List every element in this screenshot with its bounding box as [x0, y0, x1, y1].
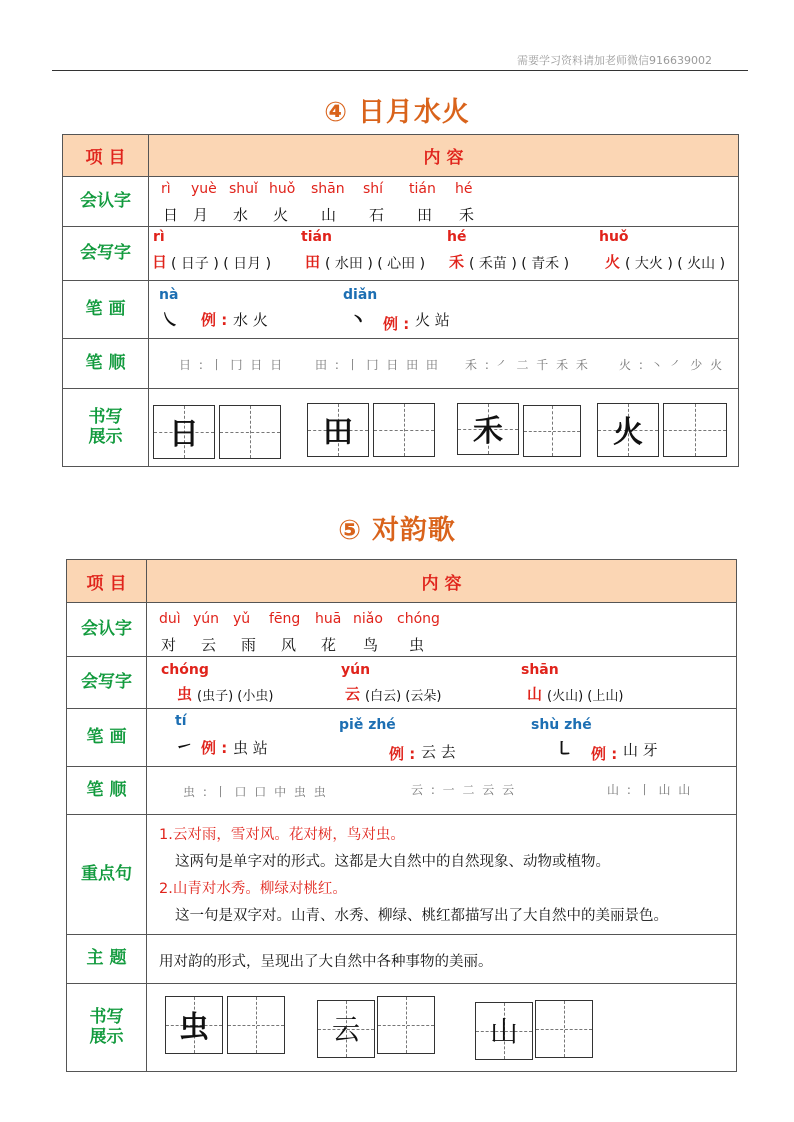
- pinyin: niǎo: [353, 611, 383, 627]
- writing-grid-empty: [227, 996, 285, 1054]
- example-words: 云 去: [421, 743, 456, 761]
- lesson4-table: [62, 134, 739, 467]
- writing-grid: [307, 403, 369, 457]
- write-words: ( 禾苗 ) ( 青禾 ): [469, 256, 570, 272]
- hanzi: 云: [201, 636, 217, 654]
- pinyin: shí: [363, 181, 384, 197]
- lesson4-stroke-content: [149, 281, 739, 339]
- grid-char: 日: [169, 417, 199, 453]
- lesson5-show-row: [67, 984, 737, 1072]
- lesson4-order-row: [63, 339, 739, 389]
- lesson5-key-label: 重点句: [67, 815, 147, 935]
- example-label: 例 :: [591, 745, 618, 763]
- lesson5-key-content: [147, 815, 737, 935]
- hanzi: 日: [163, 206, 179, 224]
- writing-grid: [457, 403, 519, 455]
- lesson5-stroke-label: 笔 画: [67, 709, 147, 767]
- hanzi: 风: [281, 636, 297, 654]
- show-label-line1: 书写: [88, 406, 123, 427]
- writing-grid-empty: [663, 403, 727, 457]
- stroke-order: 日 : 丨 冂 日 日: [179, 358, 285, 372]
- pinyin: duì: [159, 611, 181, 627]
- lesson5-order-row: [67, 767, 737, 815]
- write-pinyin: huǒ: [599, 229, 629, 245]
- write-words: (白云) (云朵): [365, 689, 442, 704]
- hanzi: 雨: [241, 636, 257, 654]
- write-char: 禾: [449, 253, 465, 271]
- hanzi: 火: [273, 206, 289, 224]
- write-words: (火山) (上山): [547, 689, 624, 704]
- stroke-ti-icon: ㇀: [175, 737, 193, 758]
- lesson4-write-content: [149, 227, 739, 281]
- lesson5-show-content: [147, 984, 737, 1072]
- hanzi: 禾: [459, 206, 475, 224]
- pinyin: tián: [409, 181, 436, 197]
- stroke-order: 火 : ㇔ ㇒ 少 火: [619, 358, 725, 372]
- lesson4-head-content: 内 容: [149, 135, 739, 177]
- lesson5-number: ⑤: [338, 515, 362, 546]
- lesson4-title-text: 日月水火: [357, 97, 470, 128]
- header-rule: [52, 70, 748, 71]
- show-label-line1: 书写: [89, 1006, 124, 1027]
- writing-grid-empty: [377, 996, 435, 1054]
- pinyin: shān: [311, 181, 345, 197]
- stroke-dian-icon: 丶: [349, 310, 367, 331]
- grid-char: 云: [331, 1013, 360, 1047]
- write-pinyin: chóng: [161, 662, 209, 678]
- write-words: ( 大火 ) ( 火山 ): [625, 256, 726, 272]
- write-char: 虫: [177, 685, 193, 703]
- hanzi: 虫: [409, 636, 425, 654]
- lesson5-write-row: [67, 657, 737, 709]
- hanzi: 鸟: [363, 636, 379, 654]
- hanzi: 水: [233, 206, 249, 224]
- pinyin: rì: [161, 181, 171, 197]
- write-char: 山: [527, 685, 543, 703]
- lesson5-table: [66, 559, 737, 1072]
- stroke-order: 云 : 一 二 云 云: [411, 783, 517, 797]
- writing-grid: [475, 1002, 533, 1060]
- lesson4-show-label: [63, 389, 149, 467]
- write-char: 火: [605, 253, 621, 271]
- lesson4-recognize-label: 会认字: [63, 177, 149, 227]
- write-words: ( 水田 ) ( 心田 ): [325, 256, 426, 272]
- lesson5-title: [0, 508, 794, 547]
- lesson5-stroke-content: [147, 709, 737, 767]
- stroke-order: 虫 : 丨 口 口 中 虫 虫: [183, 785, 328, 799]
- lesson5-title-text: 对韵歌: [371, 515, 456, 546]
- writing-grid: [597, 403, 659, 457]
- hanzi: 田: [417, 206, 433, 224]
- pinyin: shuǐ: [229, 181, 258, 197]
- pinyin: huǒ: [269, 181, 296, 197]
- grid-char: 虫: [179, 1010, 209, 1046]
- write-pinyin: tián: [301, 229, 332, 245]
- hanzi: 对: [161, 636, 177, 654]
- stroke-na-icon: ㇏: [161, 310, 179, 331]
- hanzi: 石: [369, 206, 385, 224]
- stroke-pinyin: nà: [159, 287, 179, 303]
- grid-char: 田: [323, 415, 353, 451]
- lesson5-recognize-label: 会认字: [67, 603, 147, 657]
- write-pinyin: hé: [447, 229, 467, 245]
- pinyin: yǔ: [233, 611, 251, 627]
- stroke-pinyin: shù zhé: [531, 717, 592, 733]
- example-words: 水 火: [233, 311, 268, 329]
- stroke-pinyin: diǎn: [343, 287, 378, 303]
- key-sentence-1: 1.云对雨，雪对风。花对树，鸟对虫。: [159, 827, 405, 843]
- write-words: ( 日子 ) ( 日月 ): [171, 256, 272, 272]
- stroke-order: 山 : 丨 山 山: [607, 783, 693, 797]
- example-words: 火 站: [415, 311, 450, 329]
- lesson4-head-label: 项 目: [63, 135, 149, 177]
- stroke-order: 禾 : ㇒ 二 千 禾 禾: [465, 358, 590, 372]
- theme-text: 用对韵的形式，呈现出了大自然中各种事物的美丽。: [159, 954, 493, 970]
- lesson5-header-row: [67, 560, 737, 603]
- stroke-order: 田 : 丨 冂 日 田 田: [315, 358, 440, 372]
- lesson4-write-label: 会写字: [63, 227, 149, 281]
- write-pinyin: shān: [521, 662, 559, 678]
- write-pinyin: rì: [153, 229, 165, 245]
- lesson5-show-label: [67, 984, 147, 1072]
- show-label-line2: 展示: [89, 1026, 124, 1047]
- lesson4-stroke-label: 笔 画: [63, 281, 149, 339]
- lesson5-theme-label: 主 题: [67, 935, 147, 984]
- writing-grid: [317, 1000, 375, 1058]
- hanzi: 山: [321, 206, 337, 224]
- lesson5-write-content: [147, 657, 737, 709]
- writing-grid-empty: [219, 405, 281, 459]
- write-pinyin: yún: [341, 662, 371, 678]
- write-char: 云: [345, 685, 361, 703]
- lesson4-write-row: [63, 227, 739, 281]
- lesson4-number: ④: [324, 97, 348, 128]
- key-sentence-2: 2.山青对水秀。柳绿对桃红。: [159, 881, 347, 897]
- lesson5-stroke-row: [67, 709, 737, 767]
- lesson5-key-row: [67, 815, 737, 935]
- writing-grid-empty: [373, 403, 435, 457]
- example-label: 例 :: [383, 315, 410, 333]
- example-label: 例 :: [389, 745, 416, 763]
- hanzi: 月: [193, 206, 209, 224]
- grid-char: 火: [613, 415, 643, 451]
- writing-grid-empty: [535, 1000, 593, 1058]
- stroke-pinyin: tí: [175, 713, 187, 729]
- lesson5-head-content: 内 容: [147, 560, 737, 603]
- lesson4-stroke-row: [63, 281, 739, 339]
- lesson5-head-label: 项 目: [67, 560, 147, 603]
- lesson5-write-label: 会写字: [67, 657, 147, 709]
- write-words: (虫子) (小虫): [197, 689, 274, 704]
- lesson4-title: [0, 90, 794, 129]
- pinyin: huā: [315, 611, 342, 627]
- lesson5-order-label: 笔 顺: [67, 767, 147, 815]
- example-words: 虫 站: [233, 739, 268, 757]
- example-label: 例 :: [201, 311, 228, 329]
- lesson5-recognize-content: [147, 603, 737, 657]
- show-label-line2: 展示: [88, 426, 123, 447]
- stroke-pinyin: piě zhé: [339, 717, 396, 733]
- pinyin: chóng: [397, 611, 440, 627]
- write-char: 日: [152, 253, 168, 271]
- lesson4-show-row: [63, 389, 739, 467]
- write-char: 田: [305, 253, 321, 271]
- writing-grid: [165, 996, 223, 1054]
- key-sentence-1-note: 这两句是单字对的形式。这都是大自然中的自然现象、动物或植物。: [175, 854, 610, 870]
- lesson5-recognize-row: [67, 603, 737, 657]
- lesson4-header-row: [63, 135, 739, 177]
- hanzi: 花: [321, 636, 337, 654]
- lesson4-recognize-row: [63, 177, 739, 227]
- lesson4-order-content: [149, 339, 739, 389]
- writing-grid-empty: [523, 405, 581, 457]
- lesson5-order-content: [147, 767, 737, 815]
- pinyin: hé: [455, 181, 473, 197]
- pinyin: yuè: [191, 181, 217, 197]
- lesson5-theme-content: [147, 935, 737, 984]
- grid-char: 山: [489, 1015, 518, 1049]
- stroke-shuzhe-icon: ㇄: [555, 739, 573, 760]
- lesson5-theme-row: [67, 935, 737, 984]
- lesson4-recognize-content: [149, 177, 739, 227]
- pinyin: yún: [193, 611, 220, 627]
- writing-grid: [153, 405, 215, 459]
- lesson4-show-content: [149, 389, 739, 467]
- header-note: 需要学习资料请加老师微信916639002: [517, 54, 712, 67]
- example-label: 例 :: [201, 739, 228, 757]
- lesson4-order-label: 笔 顺: [63, 339, 149, 389]
- grid-char: 禾: [473, 414, 503, 450]
- pinyin: fēng: [269, 611, 301, 627]
- example-words: 山 牙: [623, 741, 658, 759]
- key-sentence-2-note: 这一句是双字对。山青、水秀、柳绿、桃红都描写出了大自然中的美丽景色。: [175, 908, 668, 924]
